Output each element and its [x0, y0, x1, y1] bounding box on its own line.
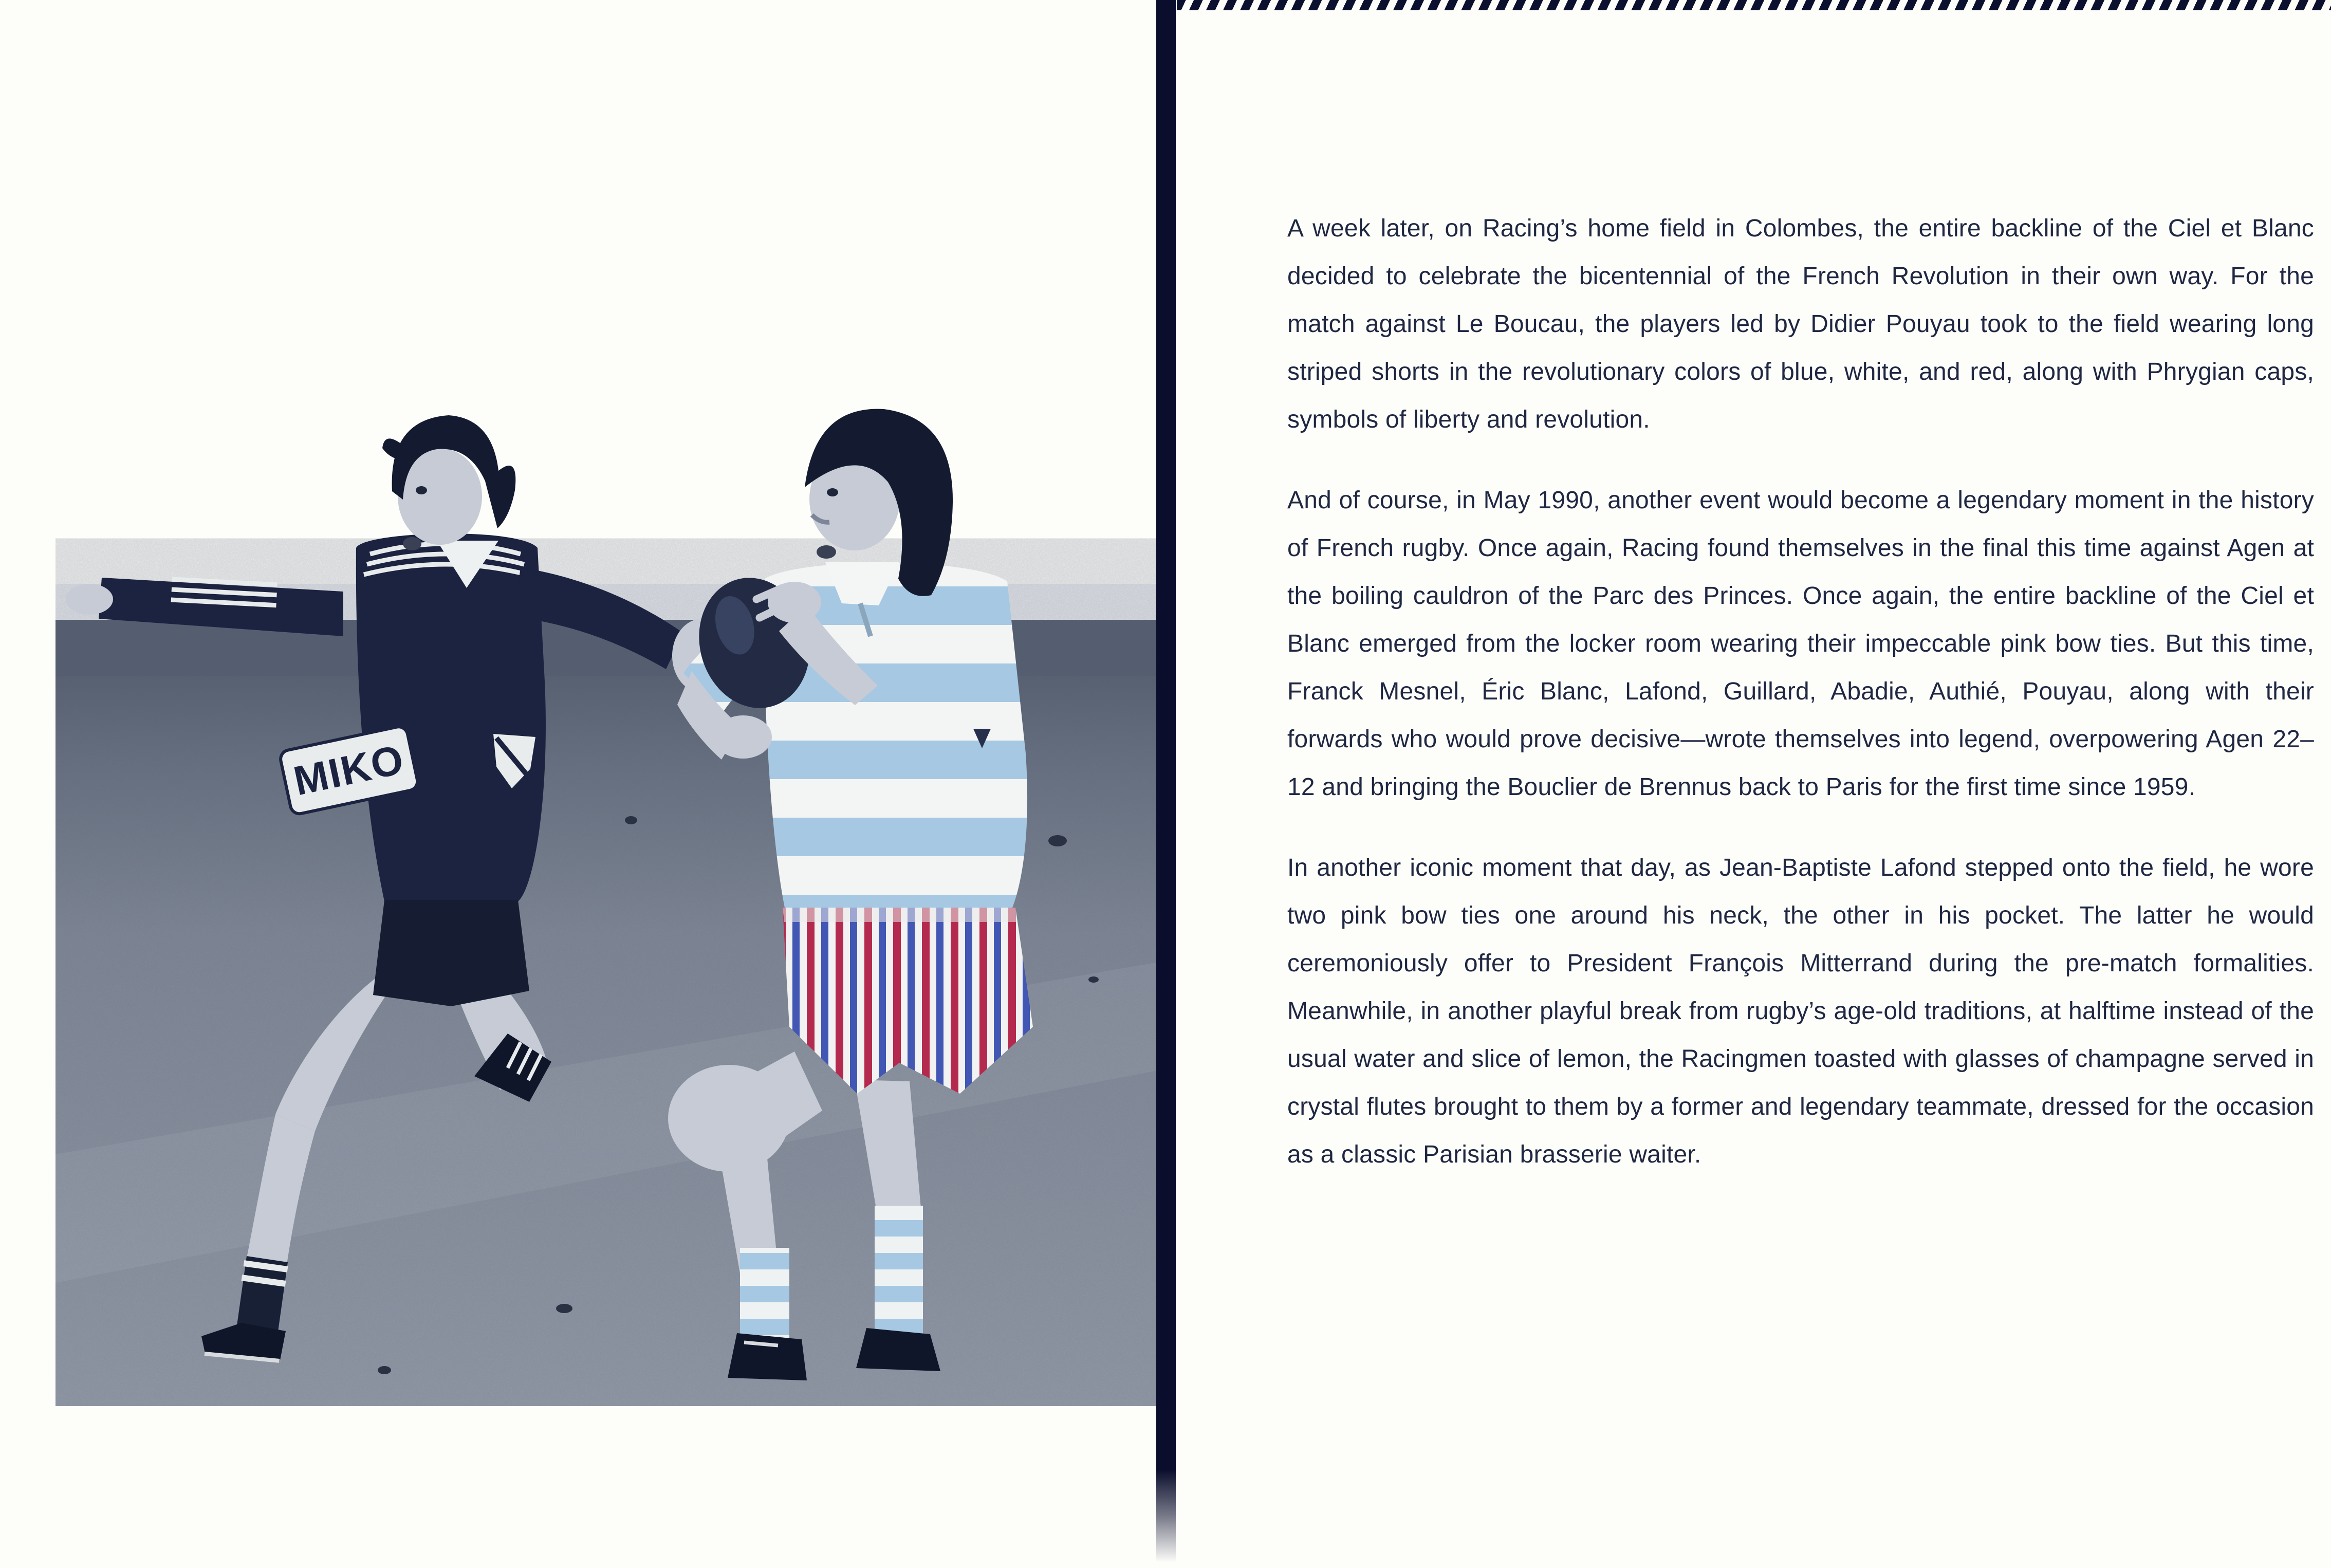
sponsor-patch-label: MIKO — [289, 736, 409, 804]
page-gutter-rule — [1156, 0, 1176, 1568]
rugby-photo — [55, 85, 1176, 1406]
rugby-photo-illustration — [55, 85, 1176, 1406]
paragraph: In another iconic moment that day, as Jean-Baptiste Lafond stepped onto the field, he wore two pink bow ties one around his neck, the other in his pocket. The latter he would ceremoniously offer to President François Mitterrand during the pre-match formalities. Meanwhile, in another playful break from rugby’s age-old traditions, at halftime instead of the usual water and slice of lemon, the Racingmen toasted with glasses of champagne served in crystal flutes brought to them by a former and legendary teammate, dressed for the occasion as a classic Parisian brasserie waiter. — [1287, 854, 2314, 1168]
article-text — [1287, 205, 2314, 1178]
page-top-edge-ornament — [1177, 0, 2331, 10]
paragraph: And of course, in May 1990, another event would become a legendary moment in the history of French rugby. Once again, Racing found themselves in the final this time against Agen at the boiling cauldron of the Parc des Princes. Once again, the entire backline of the Ciel et Blanc emerged from the locker room wearing their impeccable pink bow ties. But this time, Franck Mesnel, Éric Blanc, Lafond, Guillard, Abadie, Authié, Pouyau, along with their forwards who would prove decisive—wrote themselves into legend, overpowering Agen 22–12 and bringing the Bouclier de Brennus back to Paris for the first time since 1959. — [1287, 487, 2314, 801]
paragraph: A week later, on Racing’s home field in Colombes, the entire backline of the Ciel et Blanc decided to celebrate the bicentennial of the French Revolution in their own way. For the match against Le Boucau, the players led by Didier Pouyau took to the field wearing long striped shorts in the revolutionary colors of blue, white, and red, along with Phrygian caps, symbols of liberty and revolution. — [1287, 215, 2314, 433]
